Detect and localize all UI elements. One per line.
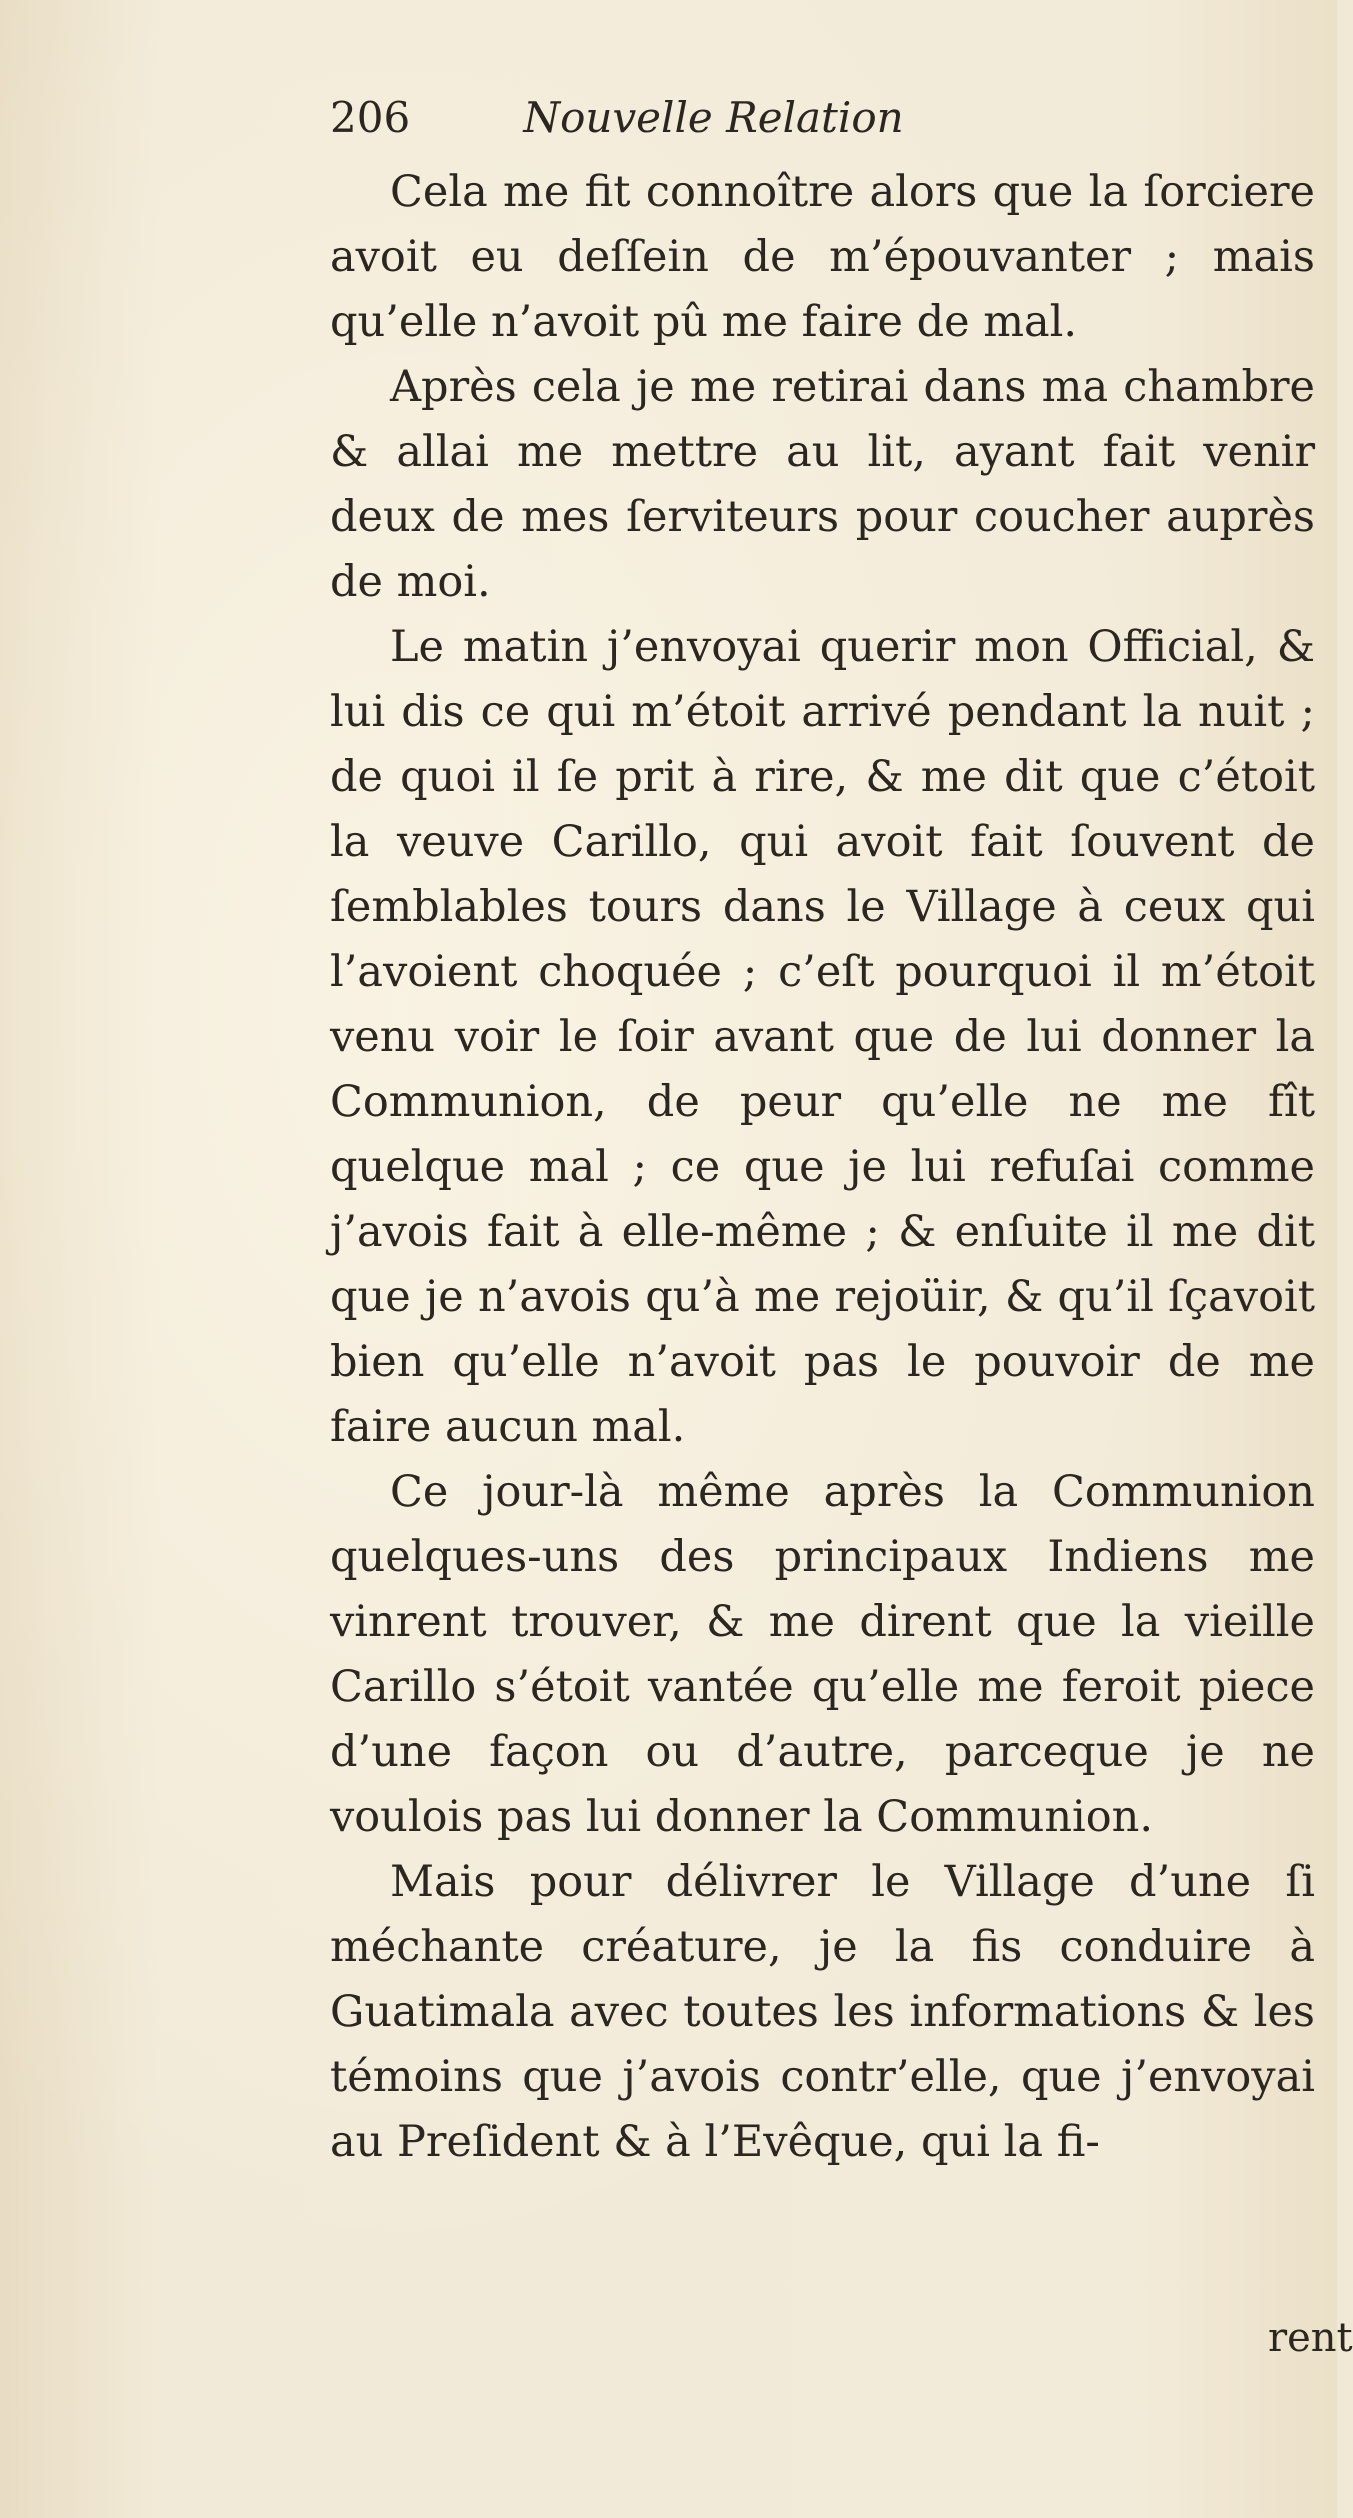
page-header (330, 88, 904, 148)
paragraph: Cela me fit connoître alors que la ſorciere avoit eu deſſein de m’épouvanter ; mais qu’elle n’avoit pû me faire de mal. (330, 167, 1315, 347)
paragraph: Ce jour-là même après la Communion quelques-uns des principaux Indiens me vinrent trouver, & me dirent que la vieille Carillo s’étoit vantée qu’elle me feroit piece d’une façon ou d’autre, parceque je ne voulois pas lui donner la Communion. (330, 1467, 1315, 1842)
catchword: rent (1268, 2315, 1353, 2361)
paragraph: Mais pour délivrer le Village d’une ſi méchante créature, je la fis conduire à Guatimala avec toutes les informations & les témoins que j’avois contr’elle, que j’envoyai au Preſident & à l’Evêque, qui la fi- (330, 1857, 1315, 2167)
running-title: Nouvelle Relation (523, 93, 904, 142)
body-text (330, 160, 1315, 2175)
paragraph: Après cela je me retirai dans ma chambre & allai me mettre au lit, ayant fait venir deux de mes ſerviteurs pour coucher auprès de moi. (330, 362, 1315, 607)
paragraph: Le matin j’envoyai querir mon Official, & lui dis ce qui m’étoit arrivé pendant la nuit ; de quoi il ſe prit à rire, & me dit que c’étoit la veuve Carillo, qui avoit fait ſouvent de ſemblables tours dans le Village à ceux qui l’avoient choquée ; c’eſt pourquoi il m’étoit venu voir le ſoir avant que de lui donner la Communion, de peur qu’elle ne me fît quelque mal ; ce que je lui refuſai comme j’avois fait à elle-même ; & enſuite il me dit que je n’avois qu’à me rejoüir, & qu’il ſçavoit bien qu’elle n’avoit pas le pouvoir de me faire aucun mal. (330, 622, 1315, 1452)
page-number: 206 (330, 93, 411, 142)
